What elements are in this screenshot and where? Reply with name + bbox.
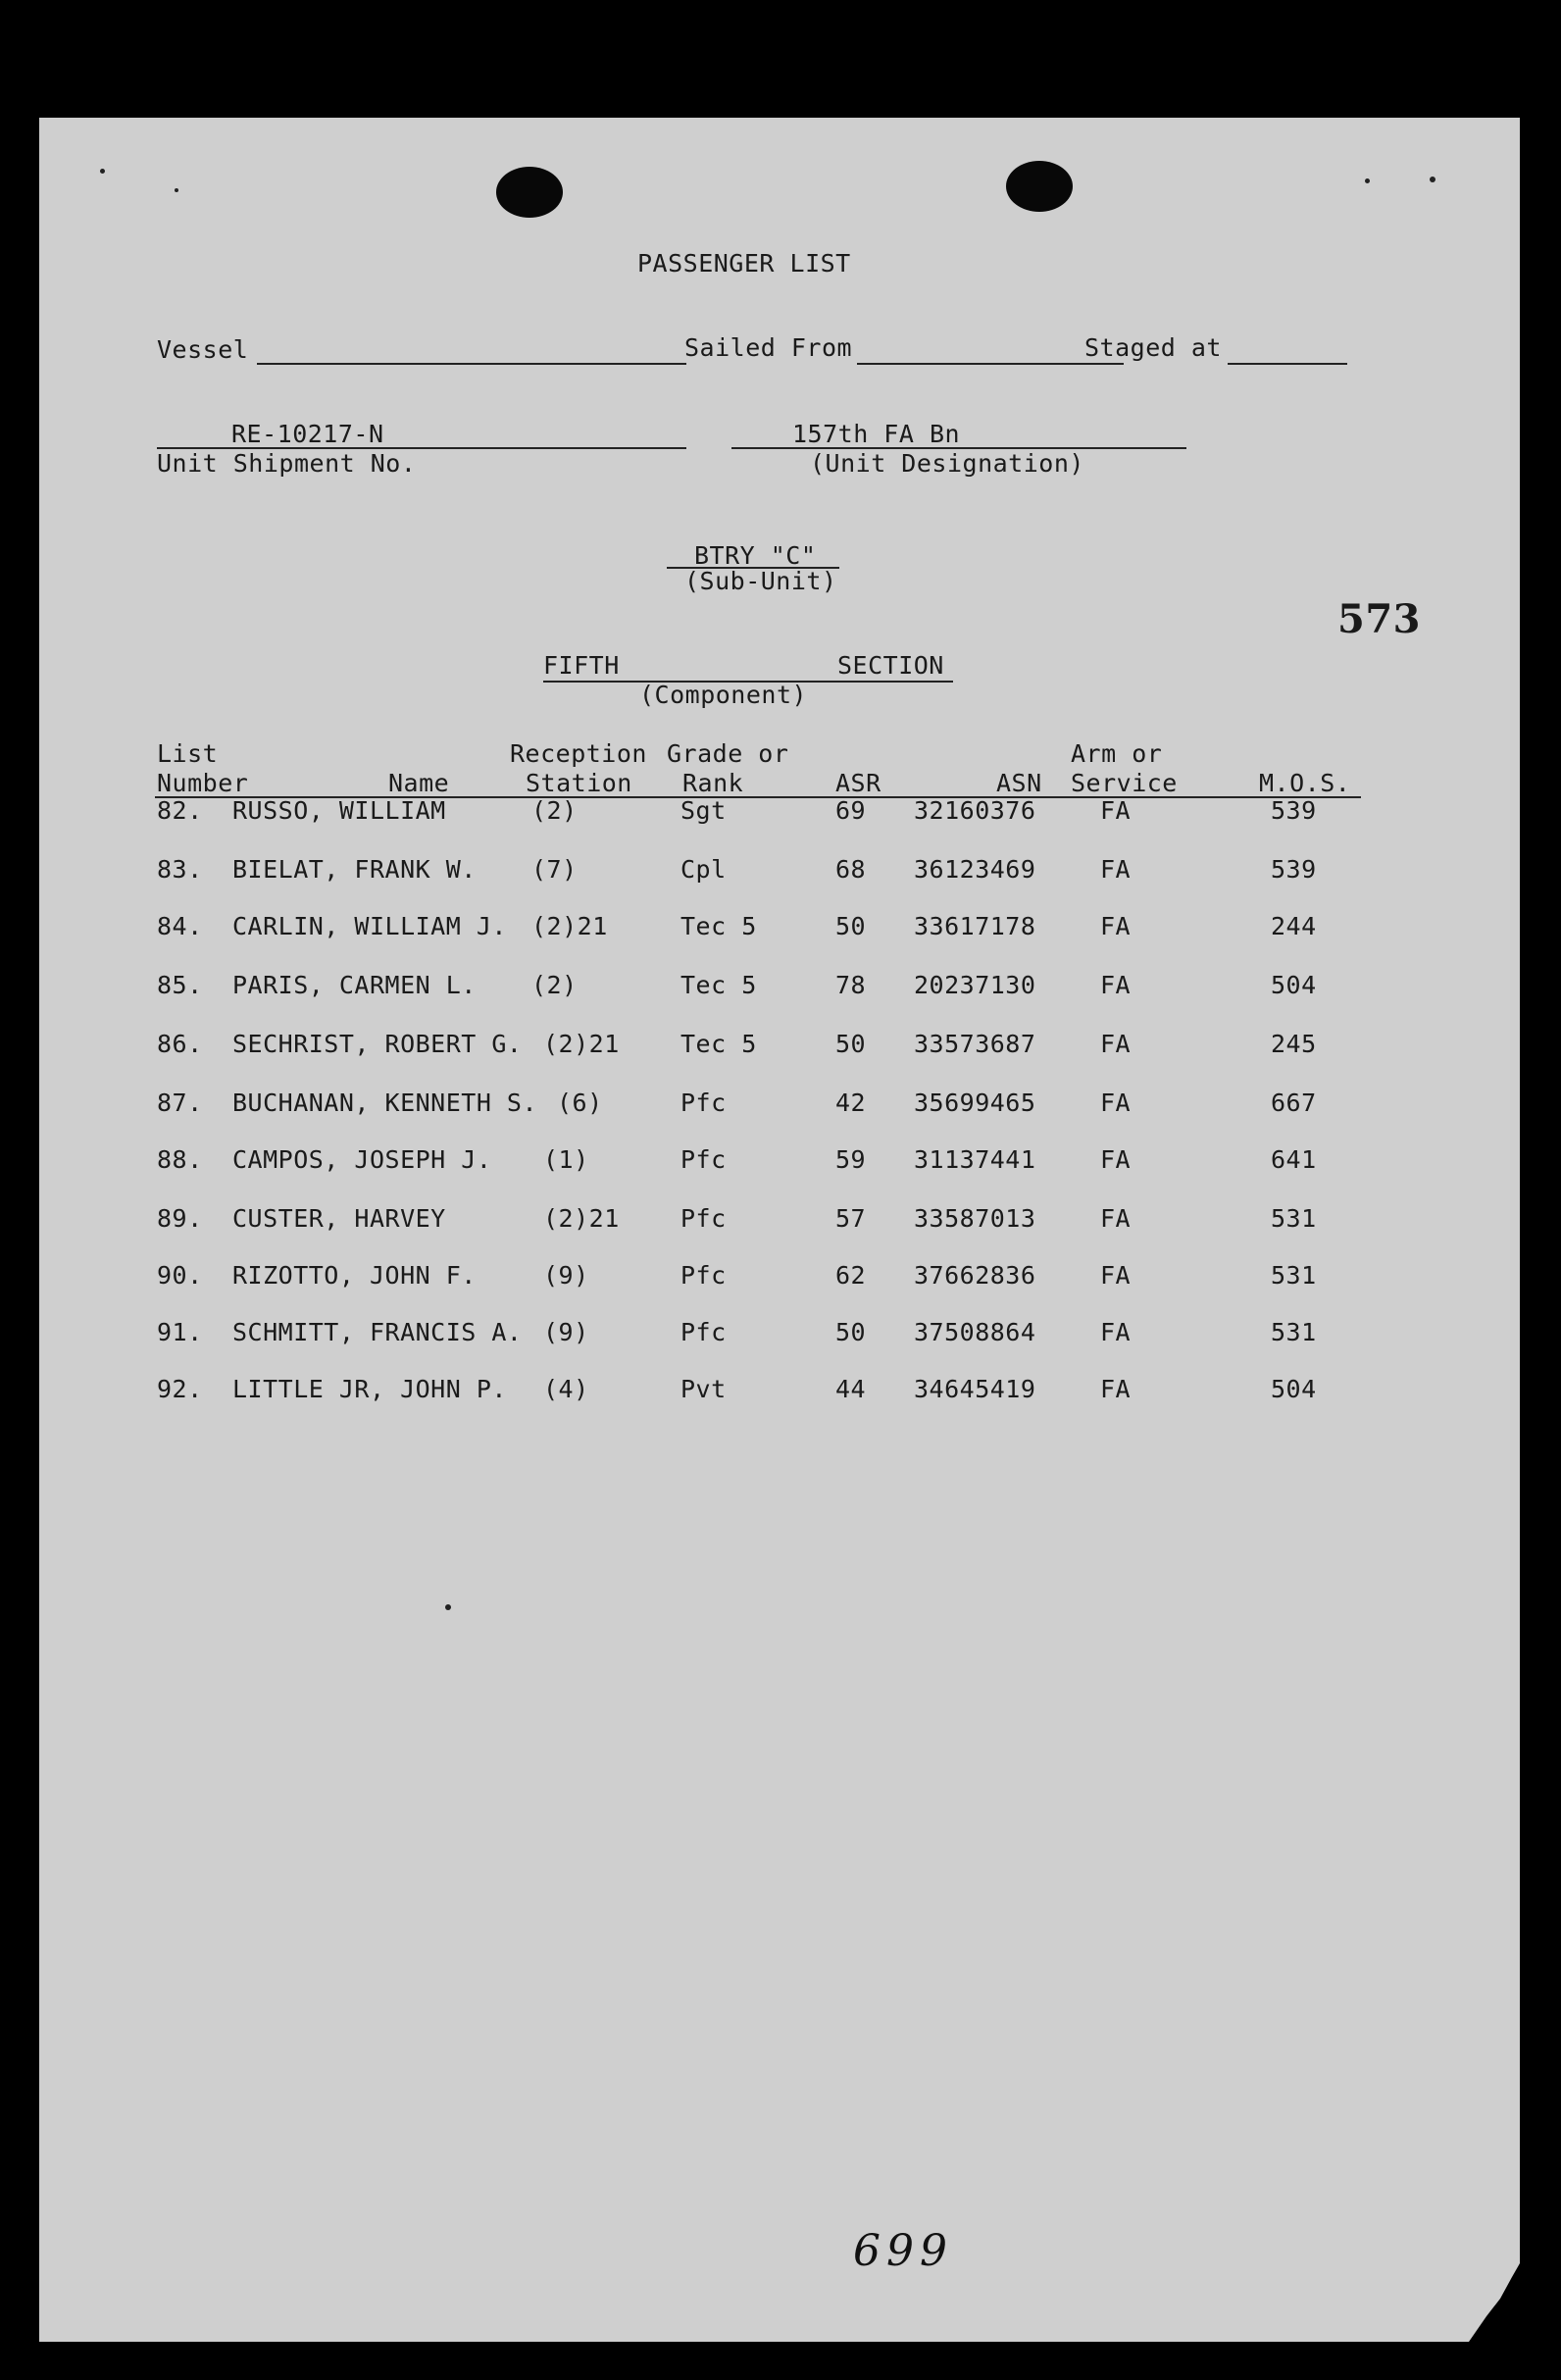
component-value: FIFTH — [543, 651, 620, 680]
header-service: Service — [1071, 769, 1178, 797]
header-asr: ASR — [835, 769, 881, 797]
person-name: BUCHANAN, KENNETH S. — [232, 1089, 538, 1117]
vessel-blank-line — [257, 363, 686, 365]
grade-rank: Pfc — [680, 1145, 727, 1174]
asn-number: 37662836 — [914, 1261, 1036, 1290]
scan-speck — [100, 169, 105, 174]
asn-number: 32160376 — [914, 796, 1036, 825]
person-name: PARIS, CARMEN L. — [232, 971, 477, 999]
reception-station: (9) — [543, 1318, 589, 1346]
component-label: (Component) — [639, 681, 808, 709]
asn-number: 33617178 — [914, 912, 1036, 940]
asn-number: 36123469 — [914, 855, 1036, 884]
asn-number: 20237130 — [914, 971, 1036, 999]
arm-service: FA — [1100, 1318, 1132, 1346]
torn-corner-icon — [1451, 2263, 1520, 2342]
reception-station: (6) — [557, 1089, 603, 1117]
vessel-label: Vessel — [157, 335, 249, 364]
mos-code: 531 — [1271, 1204, 1317, 1233]
grade-rank: Sgt — [680, 796, 727, 825]
arm-service: FA — [1100, 971, 1132, 999]
asr-score: 50 — [835, 1030, 867, 1058]
grade-rank: Pfc — [680, 1089, 727, 1117]
person-name: CAMPOS, JOSEPH J. — [232, 1145, 492, 1174]
mos-code: 504 — [1271, 971, 1317, 999]
asr-score: 57 — [835, 1204, 867, 1233]
person-name: SECHRIST, ROBERT G. — [232, 1030, 523, 1058]
arm-service: FA — [1100, 855, 1132, 884]
page-stamp-number: 573 — [1337, 596, 1421, 642]
mos-code: 531 — [1271, 1318, 1317, 1346]
unit-designation-label: (Unit Designation) — [810, 449, 1084, 478]
sailed-from-label: Sailed From — [684, 333, 853, 362]
asn-number: 33587013 — [914, 1204, 1036, 1233]
list-number: 89. — [157, 1204, 203, 1233]
grade-rank: Tec 5 — [680, 971, 757, 999]
reception-station: (2)21 — [543, 1030, 620, 1058]
list-number: 85. — [157, 971, 203, 999]
list-number: 84. — [157, 912, 203, 940]
header-number: Number — [157, 769, 249, 797]
grade-rank: Cpl — [680, 855, 727, 884]
page-title: PASSENGER LIST — [637, 249, 851, 278]
list-number: 87. — [157, 1089, 203, 1117]
mos-code: 539 — [1271, 796, 1317, 825]
section-label: SECTION — [837, 651, 944, 680]
list-number: 82. — [157, 796, 203, 825]
asn-number: 37508864 — [914, 1318, 1036, 1346]
grade-rank: Tec 5 — [680, 912, 757, 940]
asr-score: 59 — [835, 1145, 867, 1174]
asr-score: 78 — [835, 971, 867, 999]
person-name: RIZOTTO, JOHN F. — [232, 1261, 477, 1290]
arm-service: FA — [1100, 1089, 1132, 1117]
asr-score: 50 — [835, 1318, 867, 1346]
handwritten-page-number: 699 — [853, 2226, 953, 2276]
person-name: LITTLE JR, JOHN P. — [232, 1375, 507, 1403]
grade-rank: Pfc — [680, 1204, 727, 1233]
mos-code: 245 — [1271, 1030, 1317, 1058]
person-name: BIELAT, FRANK W. — [232, 855, 477, 884]
reception-station: (2)21 — [531, 912, 608, 940]
arm-service: FA — [1100, 1204, 1132, 1233]
person-name: RUSSO, WILLIAM — [232, 796, 446, 825]
person-name: SCHMITT, FRANCIS A. — [232, 1318, 523, 1346]
mos-code: 667 — [1271, 1089, 1317, 1117]
person-name: CUSTER, HARVEY — [232, 1204, 446, 1233]
arm-service: FA — [1100, 796, 1132, 825]
arm-service: FA — [1100, 1375, 1132, 1403]
reception-station: (2) — [531, 796, 578, 825]
punch-hole-right — [1006, 161, 1073, 212]
asr-score: 69 — [835, 796, 867, 825]
document-page — [39, 118, 1520, 2342]
grade-rank: Pvt — [680, 1375, 727, 1403]
reception-station: (9) — [543, 1261, 589, 1290]
header-reception: Reception — [510, 739, 647, 768]
header-rank: Rank — [682, 769, 744, 797]
scan-speck — [445, 1604, 451, 1610]
header-asn: ASN — [996, 769, 1042, 797]
grade-rank: Tec 5 — [680, 1030, 757, 1058]
mos-code: 244 — [1271, 912, 1317, 940]
staged-at-blank-line — [1228, 363, 1347, 365]
arm-service: FA — [1100, 1145, 1132, 1174]
sub-unit: BTRY "C" — [694, 541, 817, 570]
list-number: 92. — [157, 1375, 203, 1403]
reception-station: (4) — [543, 1375, 589, 1403]
reception-station: (1) — [543, 1145, 589, 1174]
reception-station: (2) — [531, 971, 578, 999]
reception-station: (2)21 — [543, 1204, 620, 1233]
scan-speck — [1365, 178, 1370, 183]
asn-number: 35699465 — [914, 1089, 1036, 1117]
mos-code: 531 — [1271, 1261, 1317, 1290]
grade-rank: Pfc — [680, 1261, 727, 1290]
asn-number: 34645419 — [914, 1375, 1036, 1403]
asr-score: 44 — [835, 1375, 867, 1403]
list-number: 88. — [157, 1145, 203, 1174]
header-grade-or: Grade or — [667, 739, 789, 768]
reception-station: (7) — [531, 855, 578, 884]
unit-shipment-label: Unit Shipment No. — [157, 449, 417, 478]
arm-service: FA — [1100, 1030, 1132, 1058]
header-name: Name — [388, 769, 450, 797]
asr-score: 68 — [835, 855, 867, 884]
mos-code: 504 — [1271, 1375, 1317, 1403]
unit-shipment-number: RE-10217-N — [231, 420, 384, 448]
asr-score: 62 — [835, 1261, 867, 1290]
scan-speck — [175, 188, 178, 192]
mos-code: 641 — [1271, 1145, 1317, 1174]
scan-speck — [1430, 177, 1435, 182]
list-number: 91. — [157, 1318, 203, 1346]
list-number: 90. — [157, 1261, 203, 1290]
staged-at-label: Staged at — [1084, 333, 1222, 362]
punch-hole-left — [496, 167, 563, 218]
asr-score: 42 — [835, 1089, 867, 1117]
header-arm-or: Arm or — [1071, 739, 1163, 768]
unit-designation: 157th FA Bn — [792, 420, 961, 448]
arm-service: FA — [1100, 1261, 1132, 1290]
header-list: List — [157, 739, 219, 768]
list-number: 86. — [157, 1030, 203, 1058]
person-name: CARLIN, WILLIAM J. — [232, 912, 507, 940]
grade-rank: Pfc — [680, 1318, 727, 1346]
asn-number: 31137441 — [914, 1145, 1036, 1174]
sub-unit-label: (Sub-Unit) — [684, 567, 837, 595]
list-number: 83. — [157, 855, 203, 884]
header-mos: M.O.S. — [1259, 769, 1351, 797]
header-station: Station — [526, 769, 632, 797]
sailed-from-blank-line — [857, 363, 1124, 365]
arm-service: FA — [1100, 912, 1132, 940]
asn-number: 33573687 — [914, 1030, 1036, 1058]
mos-code: 539 — [1271, 855, 1317, 884]
asr-score: 50 — [835, 912, 867, 940]
